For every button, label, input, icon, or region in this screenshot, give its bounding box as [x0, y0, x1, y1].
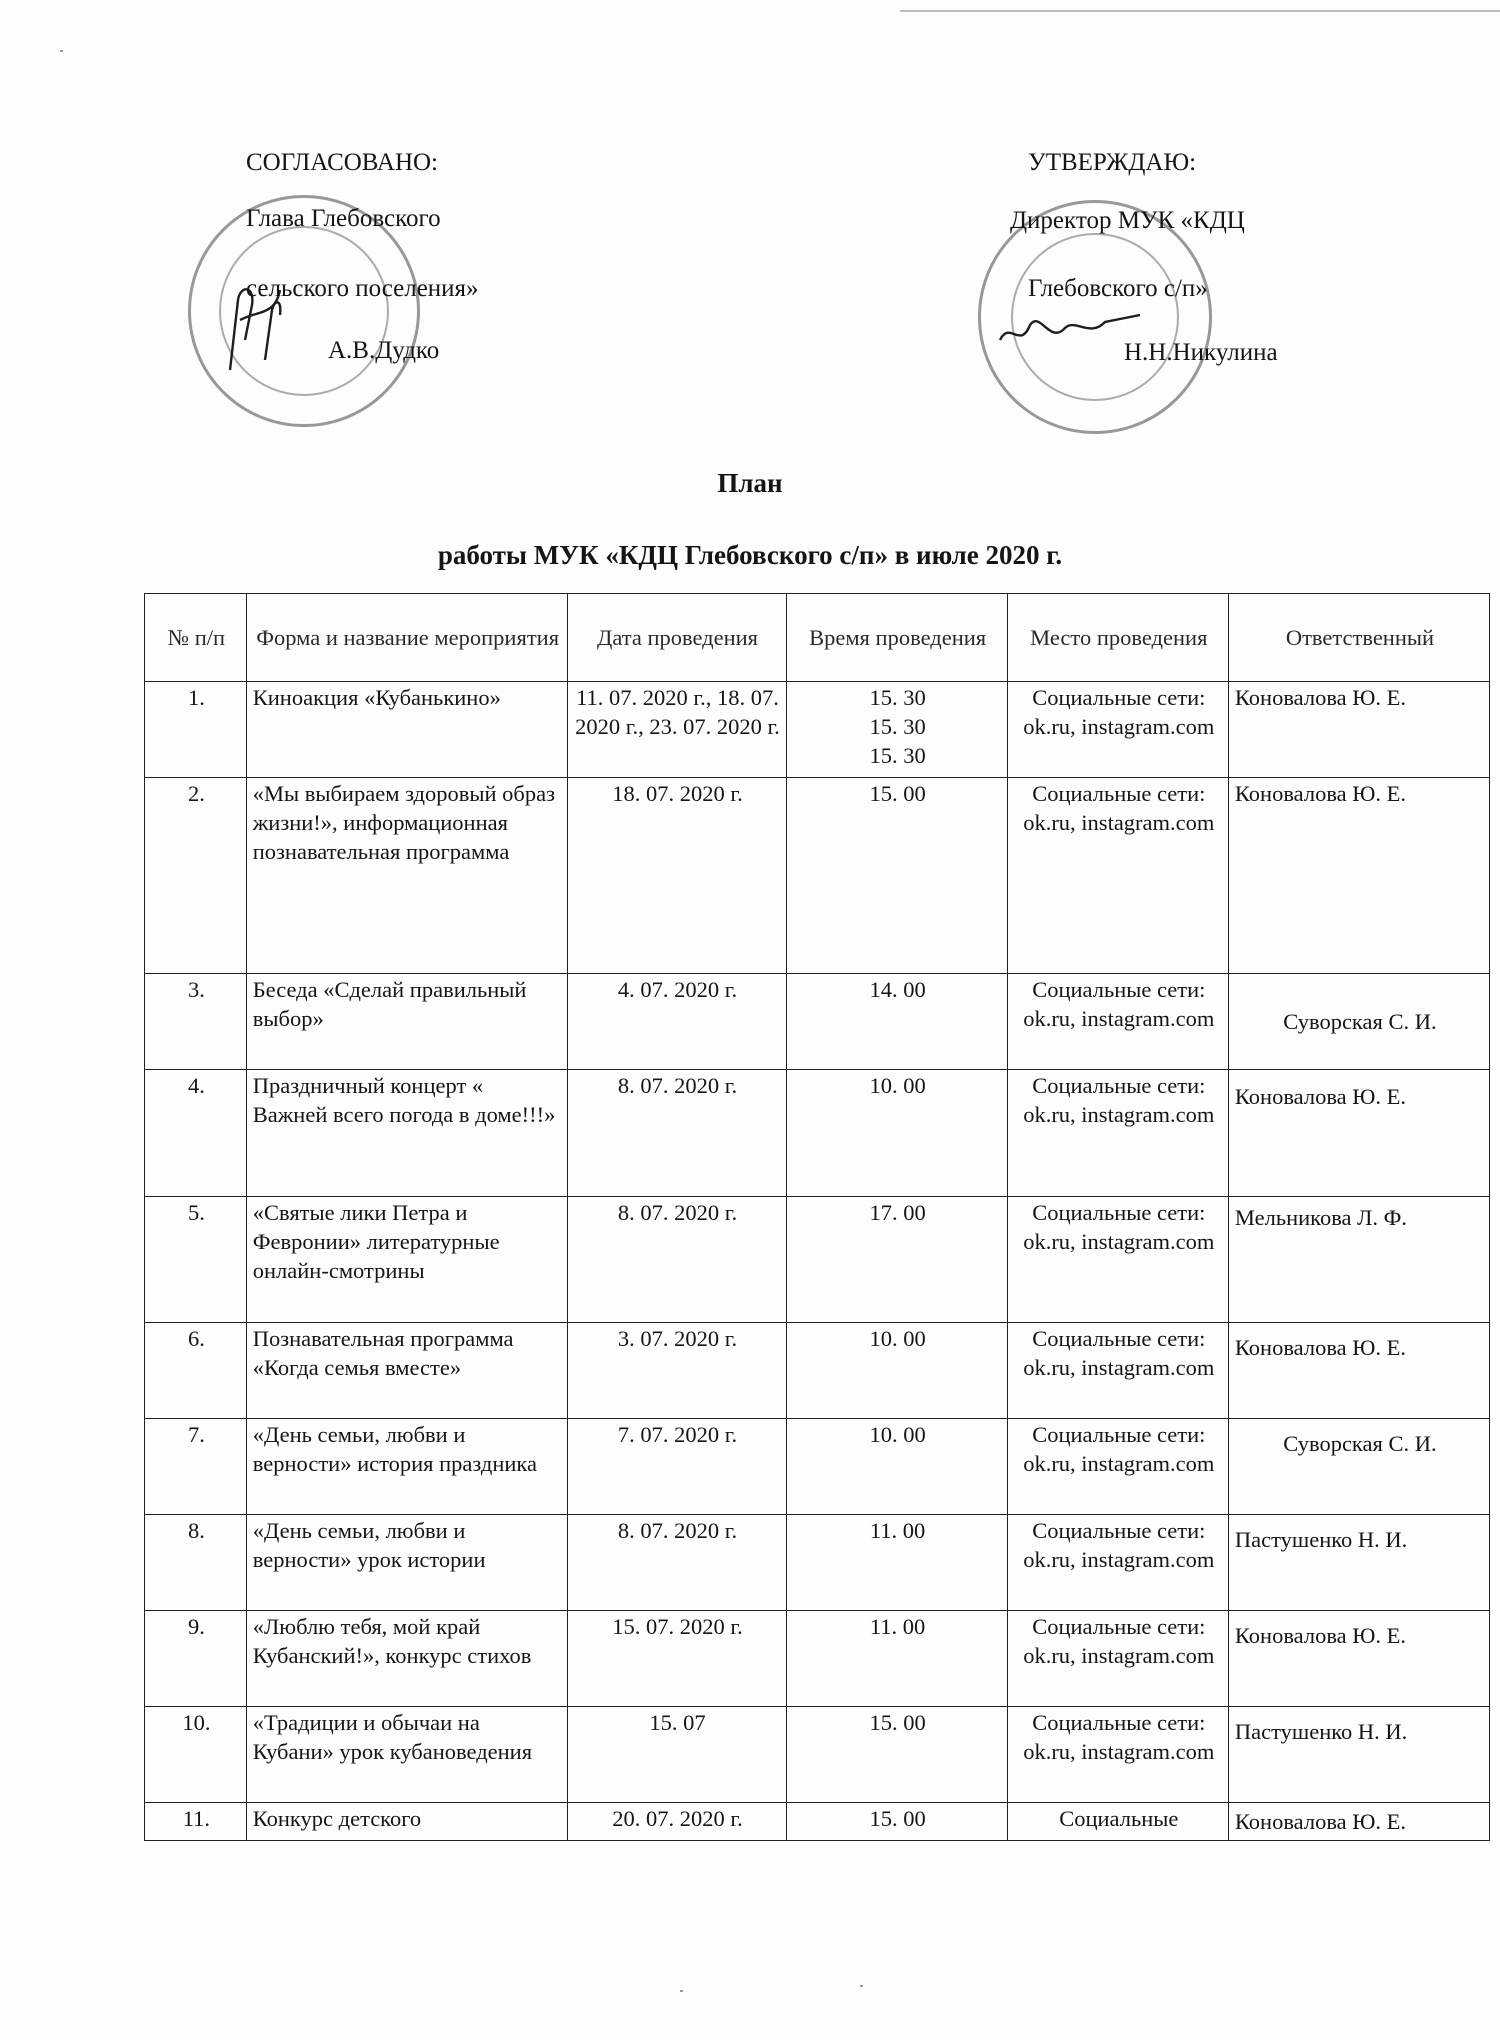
cell-time: 15. 00: [786, 1707, 1007, 1803]
approval-organization: сельского поселения»: [246, 275, 479, 302]
cell-time: 10. 00: [786, 1419, 1007, 1515]
cell-number: 9.: [145, 1611, 247, 1707]
cell-place: Социальные сети: ok.ru, instagram.com: [1007, 974, 1228, 1070]
cell-date: 4. 07. 2020 г.: [567, 974, 786, 1070]
scan-edge-line: [900, 10, 1500, 12]
cell-number: 5.: [145, 1197, 247, 1323]
header-date: Дата проведения: [567, 594, 786, 682]
cell-event: Праздничный концерт « Важней всего погода в доме!!!»: [246, 1070, 567, 1197]
cell-responsible: Коновалова Ю. Е.: [1228, 1803, 1489, 1841]
cell-place: Социальные сети: ok.ru, instagram.com: [1007, 1419, 1228, 1515]
table-row: [145, 1197, 1490, 1323]
cell-number: 2.: [145, 778, 247, 974]
cell-date: 18. 07. 2020 г.: [567, 778, 786, 974]
cell-event: «Традиции и обычаи на Кубани» урок кубановедения: [246, 1707, 567, 1803]
cell-date: 3. 07. 2020 г.: [567, 1323, 786, 1419]
table-row: [145, 1611, 1490, 1707]
approval-organization: Глебовского с/п»: [1028, 275, 1208, 302]
header-number: № п/п: [145, 594, 247, 682]
table-row: [145, 682, 1490, 778]
cell-responsible: Коновалова Ю. Е.: [1228, 1611, 1489, 1707]
table-row: [145, 974, 1490, 1070]
cell-date: 8. 07. 2020 г.: [567, 1197, 786, 1323]
table-row: [145, 1323, 1490, 1419]
cell-event: Конкурс детского: [246, 1803, 567, 1841]
cell-place: Социальные сети: ok.ru, instagram.com: [1007, 1070, 1228, 1197]
cell-number: 8.: [145, 1515, 247, 1611]
cell-number: 6.: [145, 1323, 247, 1419]
cell-responsible: Мельникова Л. Ф.: [1228, 1197, 1489, 1323]
cell-number: 11.: [145, 1803, 247, 1841]
cell-event: Беседа «Сделай правильный выбор»: [246, 974, 567, 1070]
cell-place: Социальные сети: ok.ru, instagram.com: [1007, 682, 1228, 778]
cell-place: Социальные сети: ok.ru, instagram.com: [1007, 1611, 1228, 1707]
cell-responsible: Пастушенко Н. И.: [1228, 1707, 1489, 1803]
cell-responsible: Суворская С. И.: [1228, 974, 1489, 1070]
cell-place: Социальные сети: ok.ru, instagram.com: [1007, 1323, 1228, 1419]
cell-place: Социальные сети: ok.ru, instagram.com: [1007, 1197, 1228, 1323]
header-place: Место проведения: [1007, 594, 1228, 682]
cell-time: 15. 00: [786, 778, 1007, 974]
cell-event: «День семьи, любви и верности» история праздника: [246, 1419, 567, 1515]
scan-speck: [680, 1990, 683, 1992]
cell-event: Познавательная программа «Когда семья вместе»: [246, 1323, 567, 1419]
cell-time: 10. 00: [786, 1070, 1007, 1197]
cell-number: 10.: [145, 1707, 247, 1803]
approval-position: Директор МУК «КДЦ: [1010, 207, 1245, 234]
cell-date: 20. 07. 2020 г.: [567, 1803, 786, 1841]
table-row: [145, 1419, 1490, 1515]
cell-responsible: Пастушенко Н. И.: [1228, 1515, 1489, 1611]
cell-event: «Мы выбираем здоровый образ жизни!», информационная познавательная программа: [246, 778, 567, 974]
cell-responsible: Коновалова Ю. Е.: [1228, 1070, 1489, 1197]
cell-responsible: Коновалова Ю. Е.: [1228, 778, 1489, 974]
cell-place: Социальные сети: ok.ru, instagram.com: [1007, 1707, 1228, 1803]
cell-place: Социальные: [1007, 1803, 1228, 1841]
cell-date: 8. 07. 2020 г.: [567, 1515, 786, 1611]
cell-time: 15. 00: [786, 1803, 1007, 1841]
table-header-row: [145, 594, 1490, 682]
cell-time: 10. 00: [786, 1323, 1007, 1419]
cell-date: 8. 07. 2020 г.: [567, 1070, 786, 1197]
cell-number: 7.: [145, 1419, 247, 1515]
cell-event: «Люблю тебя, мой край Кубанский!», конкурс стихов: [246, 1611, 567, 1707]
cell-date: 7. 07. 2020 г.: [567, 1419, 786, 1515]
table-row: [145, 1803, 1490, 1841]
cell-date: 11. 07. 2020 г., 18. 07. 2020 г., 23. 07. 2020 г.: [567, 682, 786, 778]
table-row: [145, 1515, 1490, 1611]
approval-block-left: [246, 150, 706, 380]
cell-responsible: Суворская С. И.: [1228, 1419, 1489, 1515]
cell-responsible: Коновалова Ю. Е.: [1228, 1323, 1489, 1419]
cell-date: 15. 07. 2020 г.: [567, 1611, 786, 1707]
cell-time: 17. 00: [786, 1197, 1007, 1323]
cell-responsible: Коновалова Ю. Е.: [1228, 682, 1489, 778]
cell-event: «День семьи, любви и верности» урок истории: [246, 1515, 567, 1611]
cell-number: 3.: [145, 974, 247, 1070]
cell-time: 15. 30 15. 30 15. 30: [786, 682, 1007, 778]
cell-place: Социальные сети: ok.ru, instagram.com: [1007, 778, 1228, 974]
cell-time: 11. 00: [786, 1611, 1007, 1707]
cell-date: 15. 07: [567, 1707, 786, 1803]
cell-event: Киноакция «Кубанькино»: [246, 682, 567, 778]
cell-number: 1.: [145, 682, 247, 778]
table-row: [145, 1707, 1490, 1803]
plan-table: [144, 593, 1490, 1841]
approval-heading: УТВЕРЖДАЮ:: [1028, 149, 1197, 176]
approval-block-right: [1010, 149, 1468, 380]
cell-place: Социальные сети: ok.ru, instagram.com: [1007, 1515, 1228, 1611]
approval-heading: СОГЛАСОВАНО:: [246, 149, 439, 176]
table-row: [145, 778, 1490, 974]
approval-name: А.В.Дудко: [328, 337, 440, 364]
cell-number: 4.: [145, 1070, 247, 1197]
approval-position: Глава Глебовского: [246, 205, 441, 232]
header-responsible: Ответственный: [1228, 594, 1489, 682]
cell-time: 14. 00: [786, 974, 1007, 1070]
cell-event: «Святые лики Петра и Февронии» литературные онлайн-смотрины: [246, 1197, 567, 1323]
document-title: План: [717, 468, 783, 498]
header-time: Время проведения: [786, 594, 1007, 682]
scan-speck: [60, 50, 63, 52]
document-subtitle: работы МУК «КДЦ Глебовского с/п» в июле 2020 г.: [437, 540, 1063, 570]
cell-time: 11. 00: [786, 1515, 1007, 1611]
approval-name: Н.Н.Никулина: [1124, 339, 1278, 366]
header-event: Форма и название мероприятия: [246, 594, 567, 682]
table-row: [145, 1070, 1490, 1197]
scan-speck: [860, 1985, 863, 1987]
